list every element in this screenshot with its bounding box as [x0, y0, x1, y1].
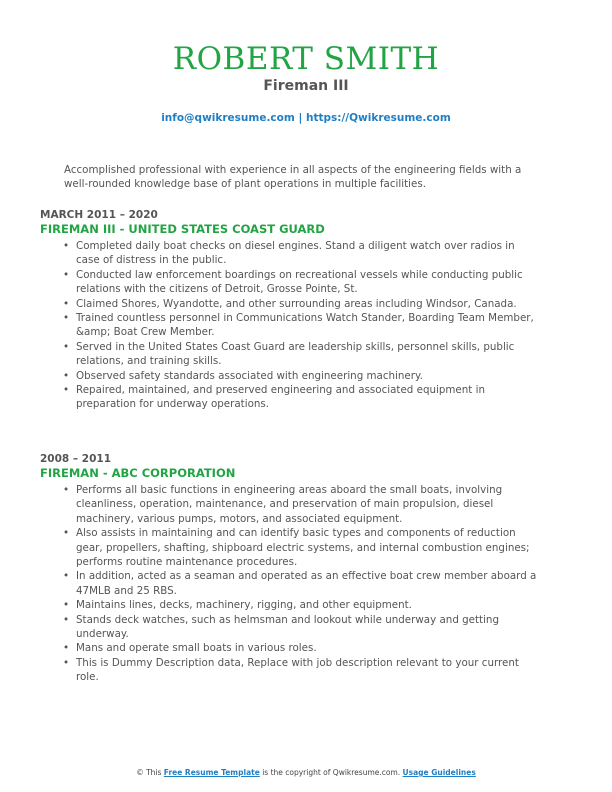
bullet-item: • Repaired, maintained, and preserved engineering and associated equipment in preparation for underway operations. [76, 383, 540, 412]
experience-dates: 2008 – 2011 [40, 453, 112, 465]
bullet-item: • Maintains lines, decks, machinery, rigging, and other equipment. [76, 598, 540, 612]
experience-role: FIREMAN - ABC CORPORATION [40, 466, 236, 480]
footer-prefix: © This [136, 768, 162, 777]
website-link[interactable]: https://Qwikresume.com [305, 112, 451, 124]
bullet-item: • Conducted law enforcement boardings on recreational vessels while conducting public relations with the citizens of Detroit, Grosse Pointe, St. [76, 268, 540, 297]
bullet-item: • Performs all basic functions in engineering areas aboard the small boats, involving cleanliness, operation, maintenance, and preservation of main propulsion, diesel machinery, various pumps, motors, and associated equipment. [76, 483, 540, 526]
email-link[interactable]: info@qwikresume.com [161, 112, 295, 124]
experience-bullets [40, 239, 540, 412]
bullet-item: • Also assists in maintaining and can identify basic types and components of reduction gear, propellers, shafting, shipboard electric systems, and internal combustion engines; performs routine maintenance procedures. [76, 526, 540, 569]
experience-role: FIREMAN III - UNITED STATES COAST GUARD [40, 222, 325, 236]
bullet-item: • This is Dummy Description data, Replace with job description relevant to your current role. [76, 656, 540, 685]
footer-copyright [0, 768, 612, 778]
bullet-item: • Served in the United States Coast Guard are leadership skills, personnel skills, public relations, and training skills. [76, 340, 540, 369]
free-resume-template-link[interactable]: Free Resume Template [163, 768, 260, 777]
job-title: Fireman III [263, 78, 349, 94]
experience-dates: MARCH 2011 – 2020 [40, 209, 158, 221]
experience-entry-2 [40, 452, 540, 685]
experience-entry-1 [40, 208, 540, 412]
summary-paragraph: Accomplished professional with experience in all aspects of the engineering fields with a well-rounded knowledge base of plant operations in multiple facilities. [64, 164, 522, 190]
usage-guidelines-link[interactable]: Usage Guidelines [402, 768, 476, 777]
bullet-item: • Claimed Shores, Wyandotte, and other surrounding areas including Windsor, Canada. [76, 297, 540, 311]
candidate-name: ROBERT SMITH [172, 41, 440, 77]
bullet-item: • Mans and operate small boats in various roles. [76, 641, 540, 655]
contact-separator: | [298, 112, 303, 124]
bullet-item: • Stands deck watches, such as helmsman and lookout while underway and getting underway. [76, 613, 540, 642]
contact-line [0, 111, 612, 125]
bullet-item: • Trained countless personnel in Communications Watch Stander, Boarding Team Member, &amp; Boat Crew Member. [76, 311, 540, 340]
bullet-item: • In addition, acted as a seaman and operated as an effective boat crew member aboard a 47MLB and 25 RBS. [76, 569, 540, 598]
bullet-item: • Completed daily boat checks on diesel engines. Stand a diligent watch over radios in case of distress in the public. [76, 239, 540, 268]
footer-middle-text: is the copyright of Qwikresume.com. [262, 768, 401, 777]
bullet-item: • Observed safety standards associated with engineering machinery. [76, 369, 540, 383]
experience-bullets [40, 483, 540, 685]
